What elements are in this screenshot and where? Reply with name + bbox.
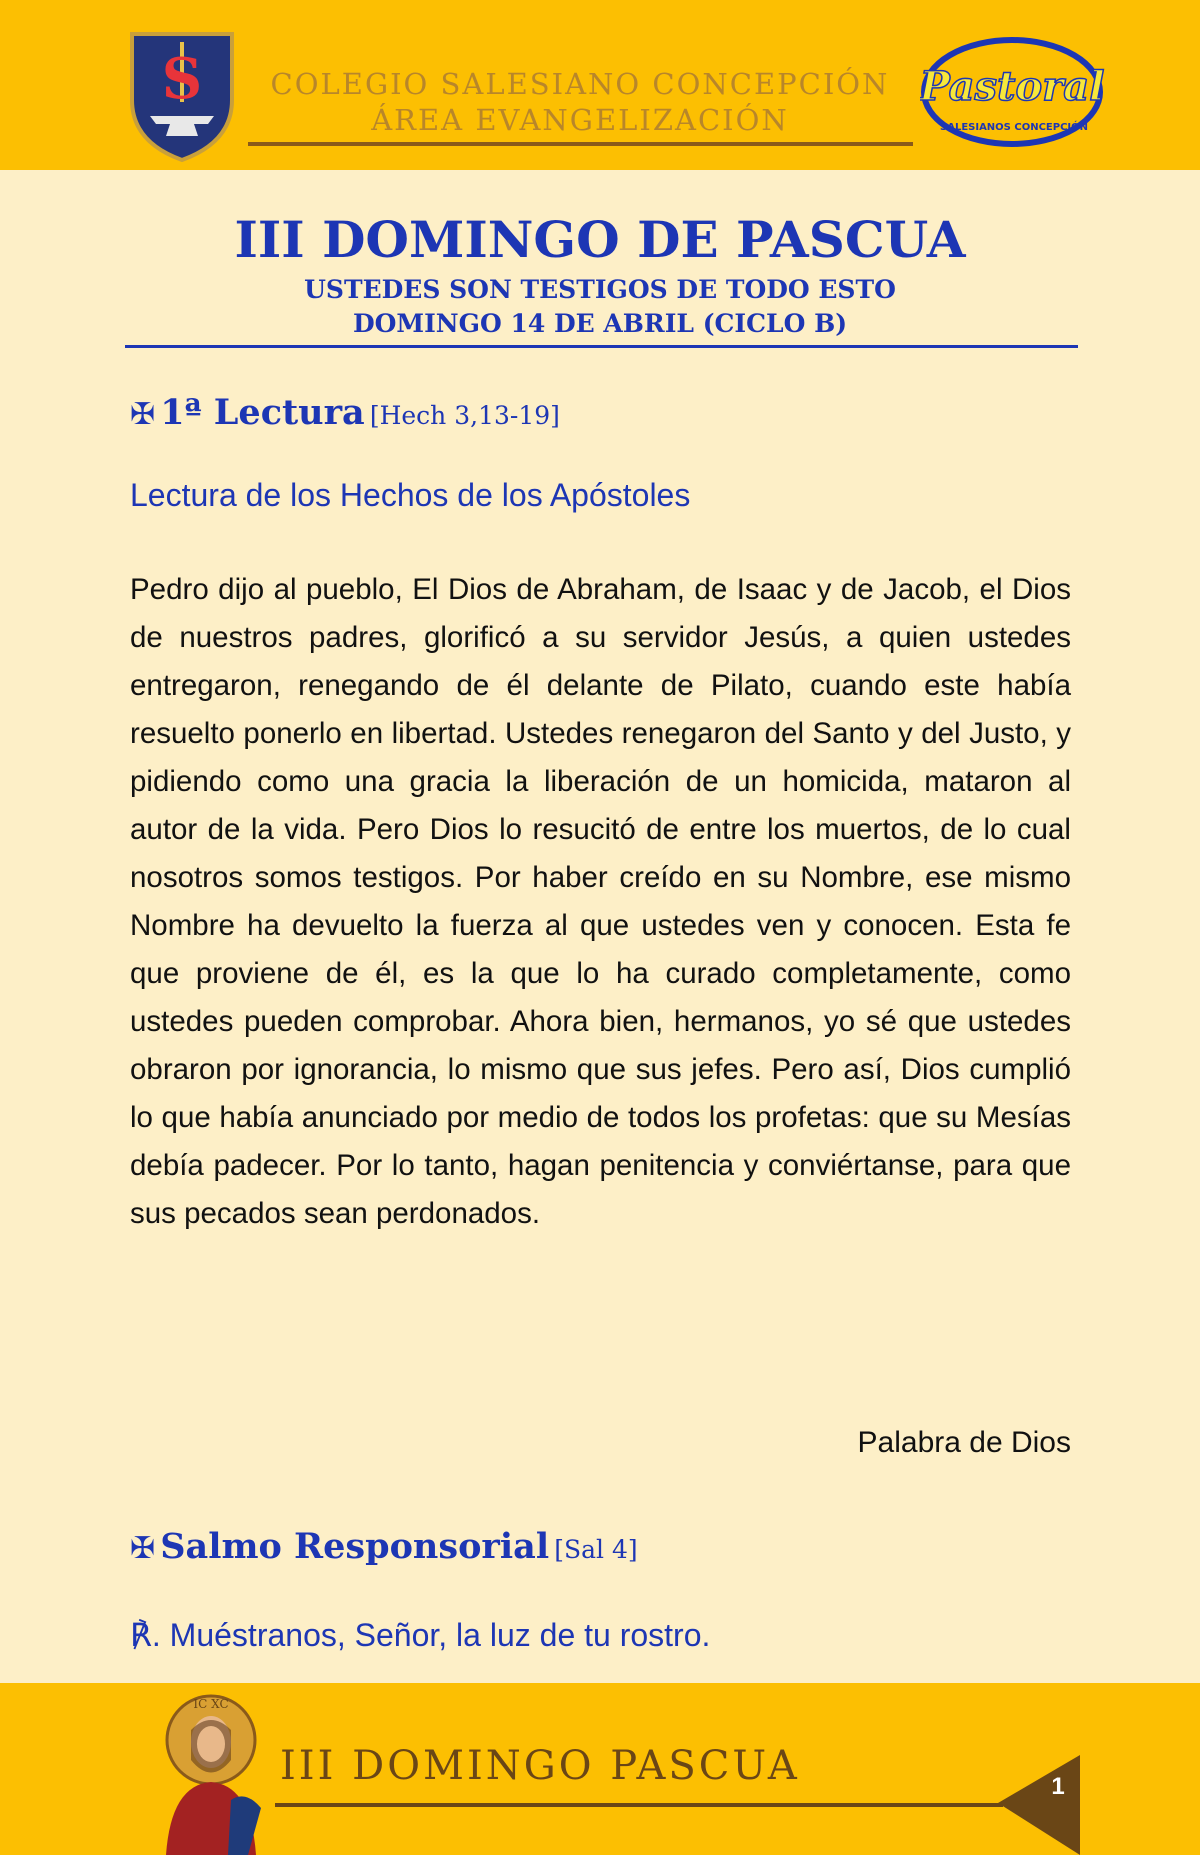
title-divider: [125, 345, 1078, 348]
pastoral-logo: [920, 30, 1110, 150]
footer-divider: [275, 1803, 1003, 1807]
reading-closing: Palabra de Dios: [857, 1426, 1071, 1459]
first-reading-intro: Lectura de los Hechos de los Apóstoles: [130, 477, 691, 513]
pastoral-wordmark: Pastoral: [920, 63, 1105, 110]
pastoral-tagline: SALESIANOS CONCEPCIÓN: [940, 122, 1088, 133]
psalm-reference: [Sal 4]: [554, 1535, 638, 1564]
footer-title: III DOMINGO PASCUA: [280, 1743, 800, 1789]
school-shield-logo: [128, 30, 236, 162]
page-title: III DOMINGO DE PASCUA: [234, 210, 966, 269]
psalm-label: Salmo Responsorial: [160, 1526, 550, 1567]
psalm-heading: [130, 1526, 638, 1567]
first-reading-reference: [Hech 3,13-19]: [369, 401, 560, 430]
page-date: DOMINGO 14 DE ABRIL (CICLO B): [352, 309, 848, 338]
page-number-marker: [998, 1755, 1080, 1855]
first-reading-label: 1ª Lectura: [160, 392, 365, 433]
first-reading-heading: [130, 392, 560, 433]
page-number: 1: [1051, 1773, 1065, 1800]
icon-letters: IC XC: [193, 1697, 229, 1711]
page-subtitle: USTEDES SON TESTIGOS DE TODO ESTO: [304, 275, 896, 304]
jesus-icon: [136, 1690, 286, 1855]
org-line-2: ÁREA EVANGELIZACIÓN: [371, 103, 789, 137]
shield-letter: S: [161, 46, 203, 112]
cross-icon: ✠: [130, 397, 156, 432]
organization-name: [250, 66, 910, 138]
header-divider: [248, 142, 913, 146]
org-line-1: COLEGIO SALESIANO CONCEPCIÓN: [270, 67, 890, 101]
first-reading-text: Pedro dijo al pueblo, El Dios de Abraham, de Isaac y de Jacob, el Dios de nuestros padres, glorificó a su servidor Jesús, a quien ustedes entregaron, renegando de él delante de Pilato, cuando este había resuelto ponerlo en libertad. Ustedes renegaron del Santo y del Justo, y pidiendo como una gracia la liberación de un homicida, mataron al autor de la vida. Pero Dios lo resucitó de entre los muertos, de lo cual nosotros somos testigos. Por haber creído en su Nombre, ese mismo Nombre ha devuelto la fuerza al que ustedes ven y conocen. Esta fe que proviene de él, es la que lo ha curado completamente, como ustedes pueden comprobar. Ahora bien, hermanos, yo sé que ustedes obraron por ignorancia, lo mismo que sus jefes. Pero así, Dios cumplió lo que había anunciado por medio de todos los profetas: que su Mesías debía padecer. Por lo tanto, hagan penitencia y conviértanse, para que sus pecados sean perdonados.: [130, 573, 1071, 1230]
psalm-response: ℟. Muéstranos, Señor, la luz de tu rostro.: [130, 1617, 711, 1653]
cross-icon: ✠: [130, 1531, 156, 1566]
